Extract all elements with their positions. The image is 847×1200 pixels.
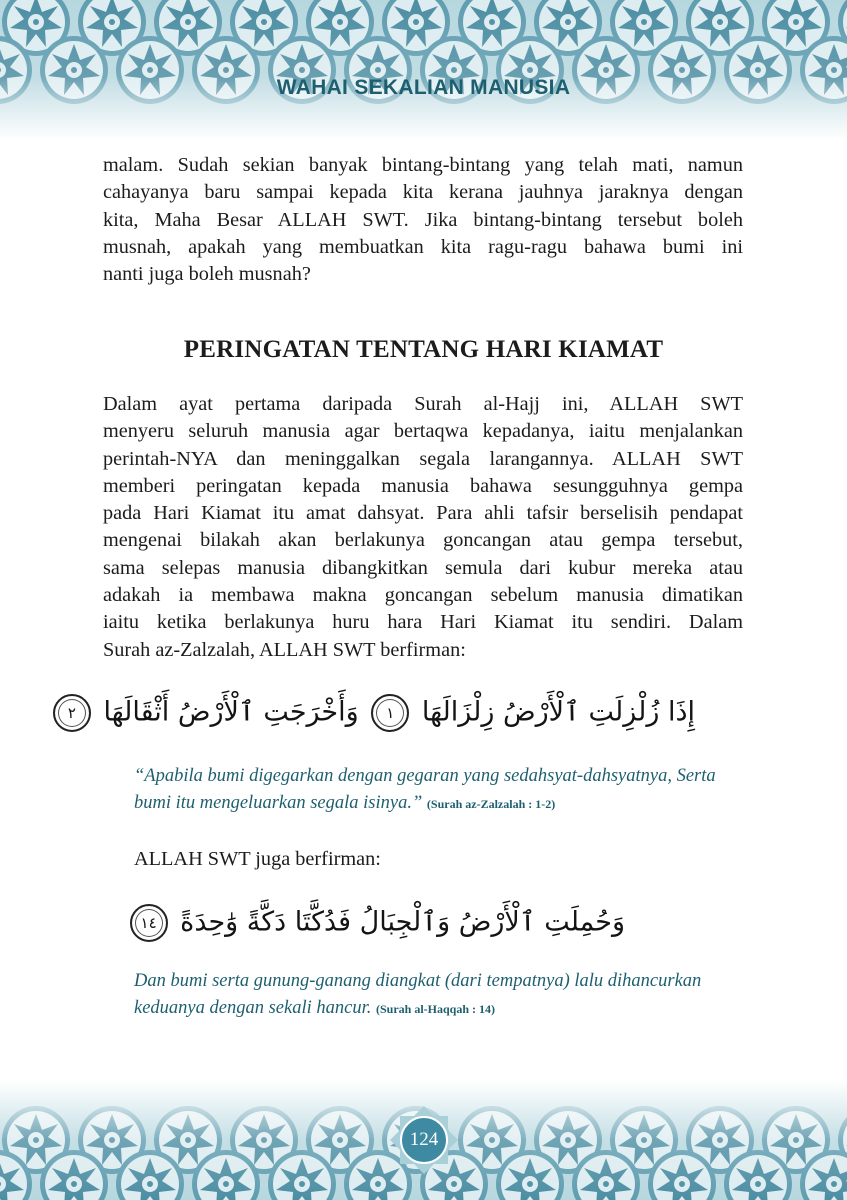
verse-number-marker: ٢ [53, 694, 91, 732]
section-line: adakah ia membawa makna goncangan sebelum manusia dimatikan [103, 584, 743, 607]
section-line: perintah-NYA dan meninggalkan segala larangannya. ALLAH SWT [103, 447, 743, 470]
section-heading: PERINGATAN TENTANG HARI KIAMAT [183, 336, 664, 363]
verse-number-marker: ١٤ [130, 904, 168, 942]
section-line: pada Hari Kiamat itu amat dahsyat. Para ahli tafsir berselisih pendapat [103, 502, 743, 525]
verse-reference: (Surah al-Haqqah : 14) [375, 1002, 496, 1016]
verse-text: إِذَا زُلْزِلَتِ ٱلْأَرْضُ زِلْزَالَهَا [421, 696, 695, 728]
translation-line: “Apabila bumi digegarkan dengan gegaran yang sedahsyat-dahsyatnya, Serta [134, 766, 716, 786]
page-number: 124 [409, 1129, 439, 1150]
section-line: Dalam ayat pertama daripada Surah al-Hajj ini, ALLAH SWT [103, 393, 743, 415]
section-line: mengenai bilakah akan berlakunya goncangan atau gempa tersebut, [103, 529, 743, 552]
ornament-pattern-top [0, 0, 847, 140]
top-ornament-band [0, 0, 847, 140]
running-header: WAHAI SEKALIAN MANUSIA [276, 76, 571, 99]
translation-line: keduanya dengan sekali hancur. [134, 998, 372, 1018]
verse-text: وَأَخْرَجَتِ ٱلْأَرْضُ أَثْقَالَهَا [103, 696, 359, 728]
section-paragraph [103, 391, 743, 664]
translation-line: bumi itu mengeluarkan segala isinya.” [134, 793, 423, 813]
verse-translation [134, 763, 734, 818]
section-line: Surah az-Zalzalah, ALLAH SWT berfirman: [103, 638, 466, 661]
quran-verse-haqqah [140, 904, 625, 942]
intro-line: malam. Sudah sekian banyak bintang-bintang yang telah mati, namun [103, 154, 743, 176]
section-line: sama selepas manusia dibangkitkan semula dari kubur mereka atau [103, 556, 743, 579]
section-line: menyeru seluruh manusia agar bertaqwa kepadanya, iaitu menjalankan [103, 420, 743, 443]
intro-line: nanti juga boleh musnah? [103, 263, 311, 286]
verse-text: وَحُمِلَتِ ٱلْأَرْضُ وَٱلْجِبَالُ فَدُكَّتَا دَكَّةً وَٰحِدَةً [180, 906, 625, 938]
intro-paragraph [103, 152, 743, 288]
page-number-badge [386, 1102, 462, 1178]
translation-line-wrap [134, 995, 734, 1023]
translation-line-wrap [134, 790, 734, 818]
intro-line: kita, Maha Besar ALLAH SWT. Jika bintang-bintang tersebut boleh [103, 208, 743, 231]
section-line: memberi peringatan kepada manusia bahawa sesungguhnya gempa [103, 474, 743, 497]
translation-line: Dan bumi serta gunung-ganang diangkat (dari tempatnya) lalu dihancurkan [134, 971, 702, 991]
verse-translation [134, 968, 734, 1023]
bridge-text: ALLAH SWT juga berfirman: [134, 848, 381, 870]
intro-line: musnah, apakah yang membuatkan kita ragu-ragu bahawa bumi ini [103, 235, 743, 258]
verse-number-marker: ١ [371, 694, 409, 732]
intro-line: cahayanya baru sampai kepada kita kerana jauhnya jaraknya dengan [103, 181, 743, 204]
verse-reference: (Surah az-Zalzalah : 1-2) [426, 797, 556, 811]
quran-verse-zalzalah [67, 694, 695, 732]
section-line: iaitu ketika berlakunya huru hara Hari Kiamat itu sendiri. Dalam [103, 611, 743, 634]
